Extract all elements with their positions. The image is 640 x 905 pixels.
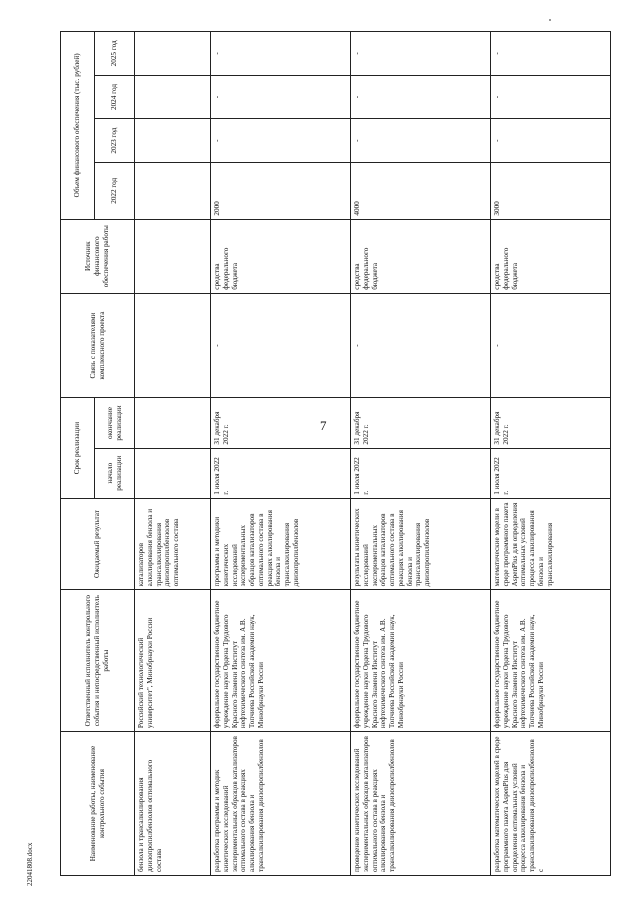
work-plan-table — [60, 31, 611, 876]
cell-executor: федеральное государственное бюджетное учреждение науки Ордена Трудового Красного Знамени Институт нефтехимического синтеза им. А.В. Топчиева Российской академии наук, Минобрнауки России — [351, 590, 491, 732]
cell-y2025: - — [491, 32, 611, 76]
header-end: окончание реализации — [95, 398, 135, 448]
cell-work-name: разработка программы и методик кинетических исследований экспериментальных образцов катализаторов оптимального состава в реакциях алкилирования бензола и трансалкилирования диизопропилбензолов — [211, 732, 351, 876]
table-row — [135, 32, 211, 876]
cell-y2025: - — [351, 32, 491, 76]
header-year-2023: 2023 год — [95, 119, 135, 163]
cell-y2023 — [135, 119, 211, 163]
cell-y2024: - — [491, 75, 611, 119]
header-funding-volume: Объем финансового обеспечения (тыс. рублей) — [61, 32, 95, 220]
rotated-table-container — [60, 31, 610, 876]
header-start: начало реализации — [95, 448, 135, 498]
cell-y2025 — [135, 32, 211, 76]
cell-y2023: - — [211, 119, 351, 163]
cell-y2022 — [135, 162, 211, 219]
cell-y2022: 2000 — [211, 162, 351, 219]
header-year-2024: 2024 год — [95, 75, 135, 119]
header-year-2022: 2022 год — [95, 162, 135, 219]
cell-end — [135, 398, 211, 448]
cell-executor: Российский технологический университет", Минобрнауки России — [135, 590, 211, 732]
cell-project-link: - — [491, 293, 611, 398]
cell-project-link: - — [211, 293, 351, 398]
cell-y2025: - — [211, 32, 351, 76]
page-number: 7 — [320, 418, 327, 433]
header-timeline: Срок реализации — [61, 398, 95, 498]
cell-funding-source: средства федерального бюджета — [491, 219, 611, 293]
header-executor: Ответственный исполнитель контрольного события и непосредственный исполнитель работы — [61, 590, 135, 732]
cell-project-link: - — [351, 293, 491, 398]
cell-start: 1 июля 2022 г. — [211, 448, 351, 498]
cell-executor: федеральное государственное бюджетное учреждение науки Ордена Трудового Красного Знамени Институт нефтехимического синтеза им. А.В. Топчиева Российской академии наук, Минобрнауки России — [491, 590, 611, 732]
cell-end: 31 декабря 2022 г. — [211, 398, 351, 448]
cell-expected-result: программа и методики кинетических исследований экспериментальных образцов катализаторов оптимального состава в реакциях алкилирования бензола и трансалкилирования диизопропилбензолов — [211, 498, 351, 590]
cell-start — [135, 448, 211, 498]
table-row — [211, 32, 351, 876]
cell-y2024 — [135, 75, 211, 119]
cell-funding-source: средства федерального бюджета — [351, 219, 491, 293]
header-funding-source: Источник финансового обеспечения работы — [61, 219, 135, 293]
header-year-2025: 2025 год — [95, 32, 135, 76]
cell-y2023: - — [351, 119, 491, 163]
document-file-code: 22041808.docx — [26, 842, 34, 886]
header-work-name: Наименование работы, наименование контрольного события — [61, 732, 135, 876]
cell-funding-source — [135, 219, 211, 293]
cell-y2023: - — [491, 119, 611, 163]
cell-work-name: бензола и трансалкилирования диизопропилбензолов оптимального состава — [135, 732, 211, 876]
cell-start: 1 июля 2022 г. — [351, 448, 491, 498]
cell-project-link — [135, 293, 211, 398]
cell-expected-result: математические модели в среде программного пакета AspenPlus для определения оптимальных условий процесса алкилирования бензола и трансалкилирования — [491, 498, 611, 590]
cell-end: 31 декабря 2022 г. — [491, 398, 611, 448]
cell-expected-result: катализаторов алкилирования бензола и трансалкилирования диизопропилбензолов оптимального состава — [135, 498, 211, 590]
scan-speck — [549, 19, 551, 21]
cell-work-name: разработка математических моделей в среде программного пакета AspenPlus для определения оптимальных условий процесса алкилирования бензола и трансалкилирования диизопропилбензолов с — [491, 732, 611, 876]
cell-end: 31 декабря 2022 г. — [351, 398, 491, 448]
cell-y2024: - — [211, 75, 351, 119]
cell-expected-result: результаты кинетических исследований экспериментальных образцов катализаторов оптимального состава в реакциях алкилирования бензола и трансалкилирования диизопропилбензолов — [351, 498, 491, 590]
cell-y2024: - — [351, 75, 491, 119]
cell-executor: федеральное государственное бюджетное учреждение науки Ордена Трудового Красного Знамени Институт нефтехимического синтеза им. А.В. Топчиева Российской академии наук, Минобрнауки России — [211, 590, 351, 732]
cell-y2022: 4000 — [351, 162, 491, 219]
cell-work-name: проведение кинетических исследований экспериментальных образцов катализаторов оптимального состава в реакциях алкилирования бензола и трансалкилирования диизопропилбензолов — [351, 732, 491, 876]
cell-y2022: 3000 — [491, 162, 611, 219]
cell-start: 1 июля 2022 г. — [491, 448, 611, 498]
header-expected-result: Ожидаемый результат — [61, 498, 135, 590]
cell-funding-source: средства федерального бюджета — [211, 219, 351, 293]
table-row — [491, 32, 611, 876]
table-row — [351, 32, 491, 876]
header-project-link: Связь с показателями комплексного проекта — [61, 293, 135, 398]
